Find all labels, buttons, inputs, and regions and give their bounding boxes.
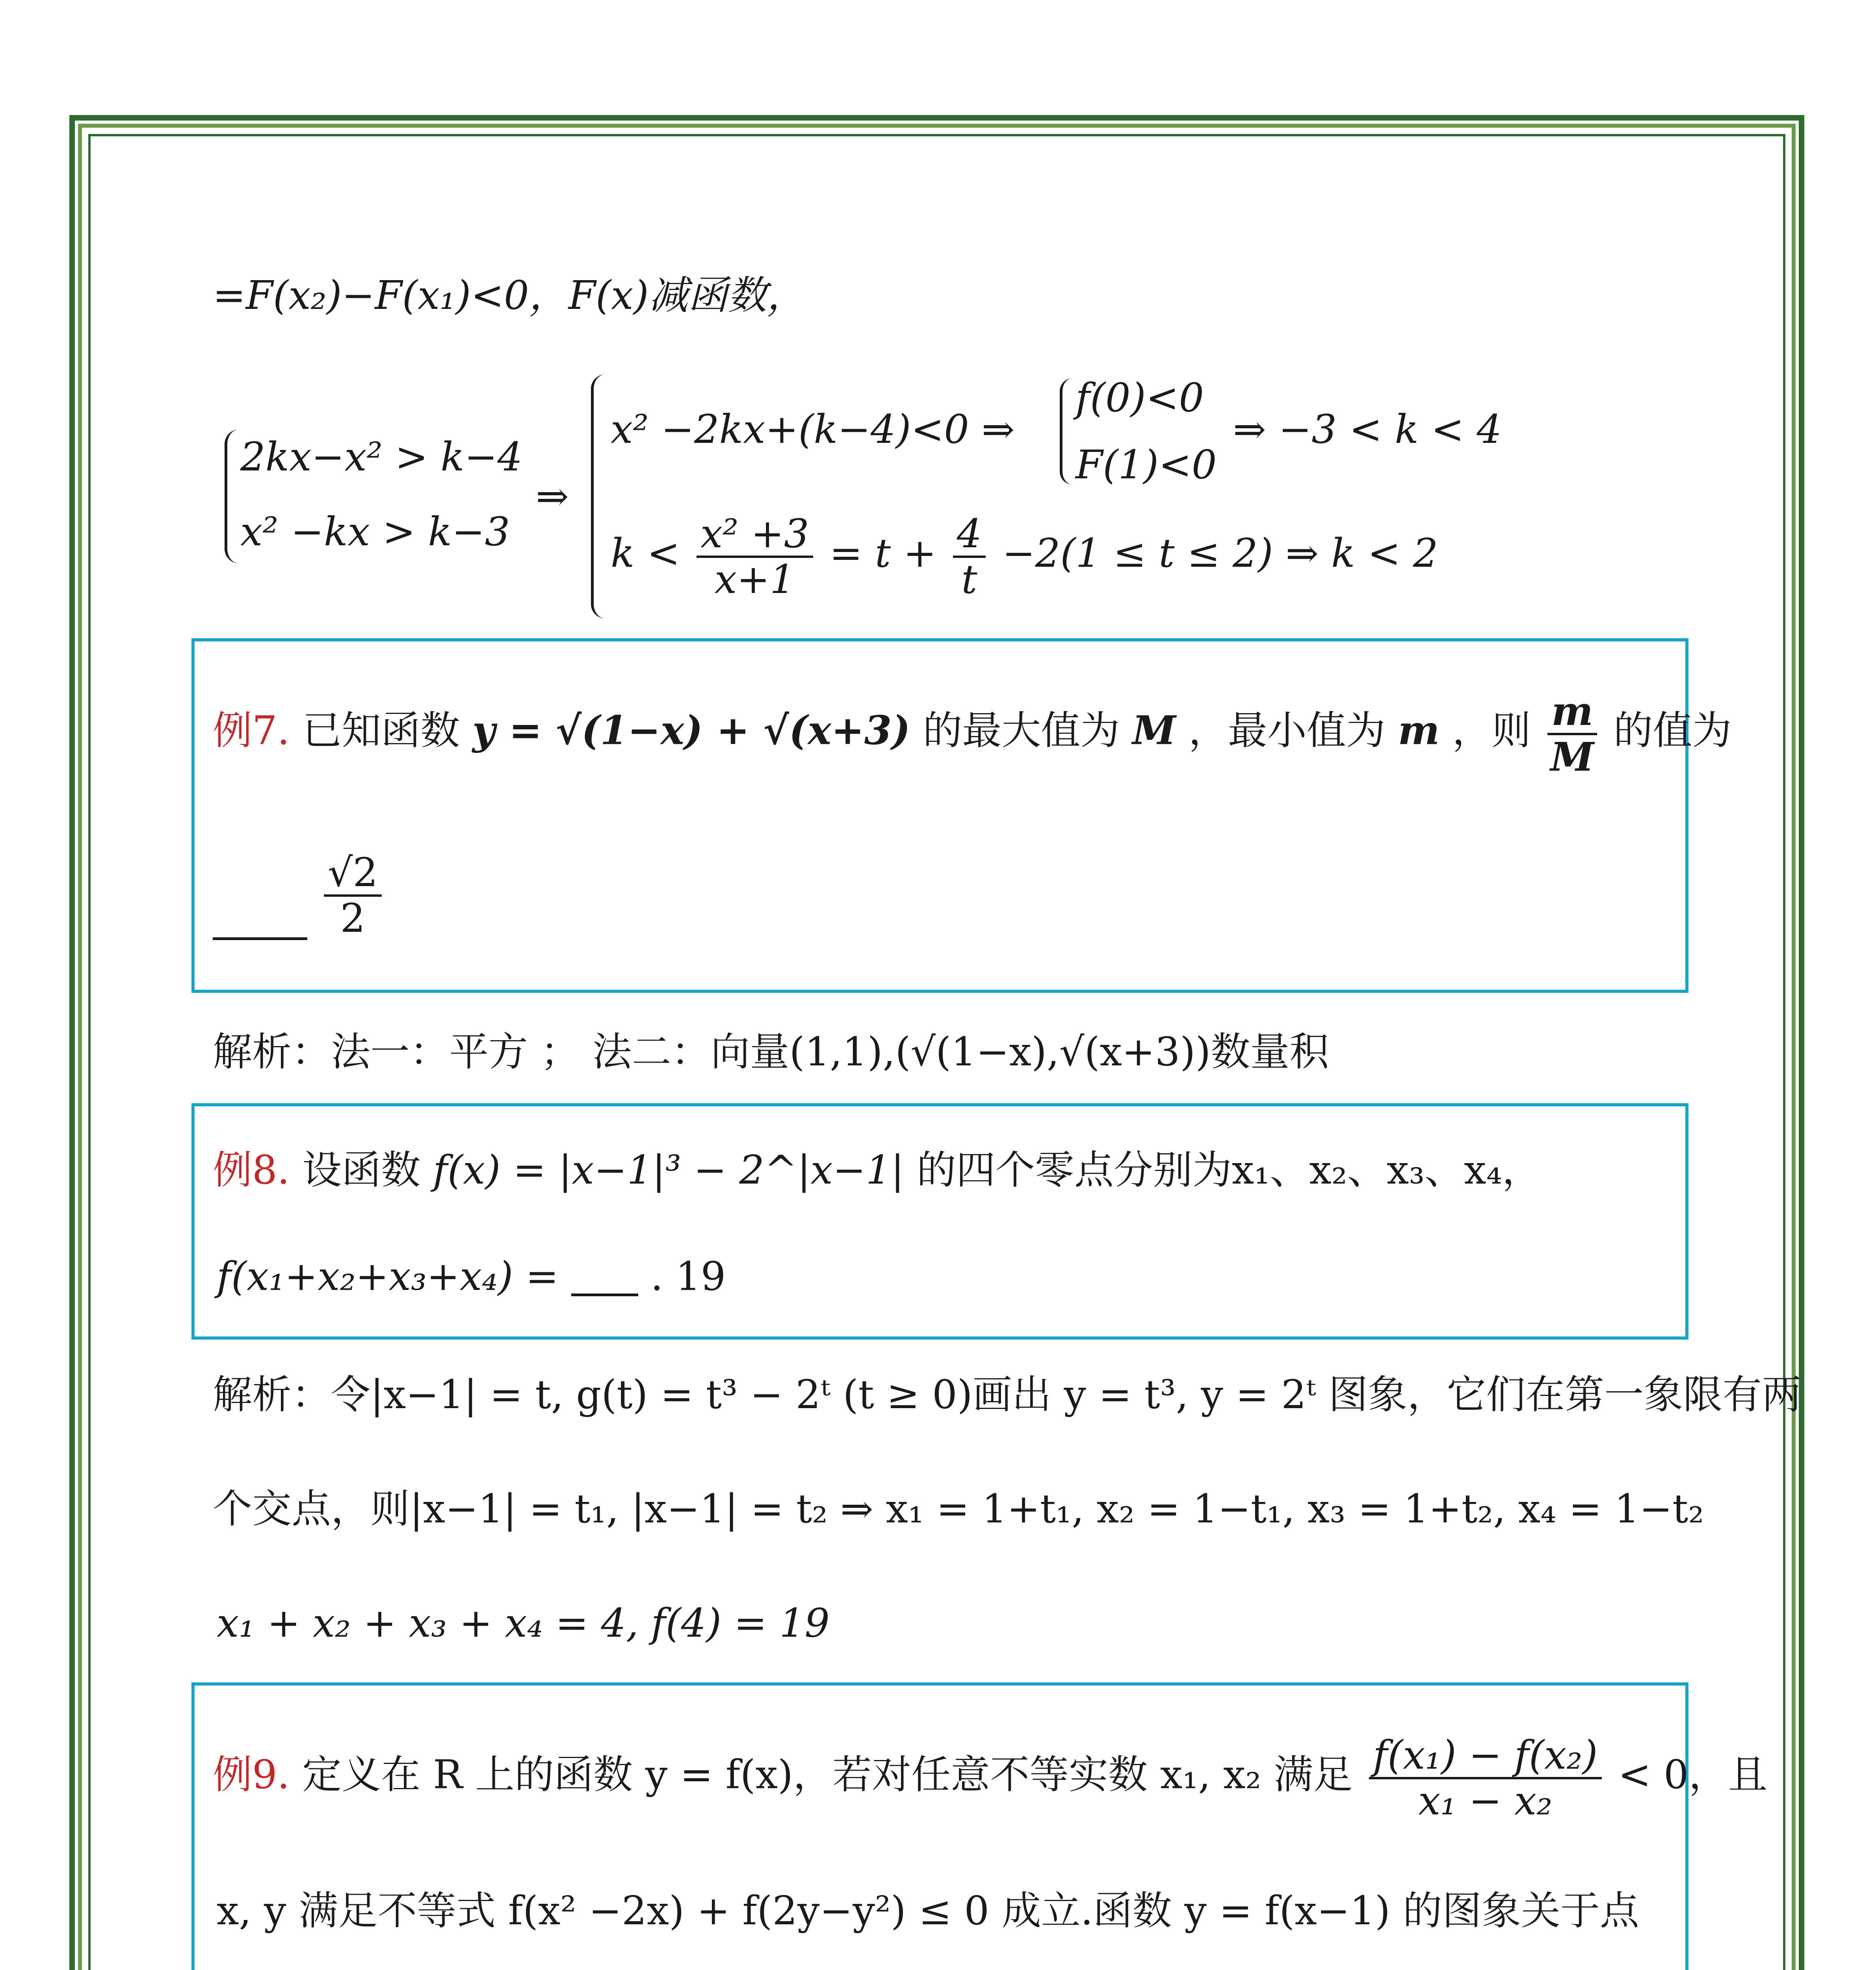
- fraction-num: √2: [324, 851, 382, 897]
- example-7-formula: y = √(1−x) + √(x+3): [472, 707, 910, 754]
- fraction-num: f(x₁) − f(x₂): [1369, 1734, 1601, 1779]
- inner-brace: [1060, 378, 1073, 485]
- fraction-den: t: [961, 556, 977, 602]
- answer-blank: [571, 1258, 638, 1296]
- example-9-condition-fraction: [1369, 1734, 1601, 1823]
- fraction-x2p3-over-xp1: [697, 512, 813, 601]
- solution-7: 解析：法一：平方 ； 法二：向量(1,1),(√(1−x),√(x+3))数量积: [213, 1029, 1329, 1075]
- sys-right-1: x² −2kx+(k−4)<0 ⇒: [611, 406, 1015, 452]
- fraction-den: 2: [340, 895, 366, 941]
- sys-result-1: ⇒ −3 < k < 4: [1233, 406, 1502, 452]
- sys-sub-2: F(1)<0: [1075, 442, 1217, 488]
- sys-left-2: x² −kx > k−3: [240, 509, 510, 555]
- sys-right-2: [611, 512, 1438, 601]
- example-9-text-a: 定义在 R 上的函数 y = f(x)，若对任意不等实数 x₁, x₂ 满足: [302, 1751, 1353, 1798]
- left-brace: [225, 429, 239, 563]
- sys-right-2-eq: = t +: [829, 530, 936, 576]
- proof-line-1: [213, 272, 806, 318]
- fraction-4-over-t: [953, 512, 986, 601]
- example-7-answer-line: [213, 851, 386, 940]
- solution-8-line-3: x₁ + x₂ + x₃ + x₄ = 4, f(4) = 19: [217, 1600, 830, 1646]
- example-8-text-b: 的四个零点分别为x₁、x₂、x₃、x₄，: [916, 1147, 1542, 1193]
- sys-right-2-lt: k <: [611, 530, 680, 576]
- sys-left-1: 2kx−x² > k−4: [240, 434, 523, 480]
- example-7-answer: [324, 851, 382, 940]
- example-8-box: [191, 1103, 1688, 1340]
- example-7-min-symbol: m: [1398, 707, 1440, 754]
- example-9-statement: [213, 1734, 1768, 1823]
- fraction-den: x+1: [714, 556, 795, 602]
- sys-right-2-tail: −2(1 ≤ t ≤ 2) ⇒ k < 2: [1002, 530, 1438, 576]
- example-7-text-d: ，则: [1452, 707, 1531, 754]
- implies-arrow: ⇒: [536, 473, 569, 519]
- example-7-ratio: [1547, 690, 1597, 779]
- fraction-den: M: [1550, 734, 1594, 780]
- proof-line-1-text: =F(x₂)−F(x₁)<0，F(x)减函数，: [213, 272, 806, 318]
- example-8-line-2: [217, 1253, 726, 1299]
- example-7-label: 例7.: [213, 707, 290, 754]
- right-brace: [591, 374, 606, 619]
- sys-sub-1: f(0)<0: [1075, 375, 1204, 421]
- example-9-label: 例9.: [213, 1751, 290, 1798]
- fraction-num: m: [1547, 690, 1597, 735]
- example-9-text-b: < 0，且: [1618, 1751, 1768, 1798]
- example-8-formula: f(x) = |x−1|³ − 2^|x−1|: [433, 1147, 905, 1193]
- example-8-answer: . 19: [650, 1253, 726, 1299]
- example-8-label: 例8.: [213, 1147, 290, 1193]
- solution-8-line-2: 个交点，则|x−1| = t₁, |x−1| = t₂ ⇒ x₁ = 1+t₁, x₂ = 1−t₁, x₃ = 1+t₂, x₄ = 1−t₂: [213, 1486, 1704, 1532]
- example-7-text-b: 的最大值为: [923, 707, 1120, 754]
- example-9-line-2: x, y 满足不等式 f(x² −2x) + f(2y−y²) ≤ 0 成立.函数 y = f(x−1) 的图象关于点: [217, 1888, 1639, 1934]
- example-8-expression: f(x₁+x₂+x₃+x₄) =: [217, 1253, 559, 1299]
- example-7-max-symbol: M: [1132, 707, 1176, 754]
- example-8-statement: [213, 1147, 1542, 1193]
- example-7-text-c: ，最小值为: [1188, 707, 1386, 754]
- fraction-den: x₁ − x₂: [1418, 1778, 1553, 1824]
- example-7-text-a: 已知函数: [302, 707, 460, 754]
- example-7-text-e: 的值为: [1613, 707, 1732, 754]
- fraction-num: 4: [953, 512, 986, 558]
- example-8-text-a: 设函数: [302, 1147, 421, 1193]
- example-7-statement: [213, 690, 1732, 779]
- solution-8-line-1: 解析：令|x−1| = t, g(t) = t³ − 2ᵗ (t ≥ 0)画出 y = t³, y = 2ᵗ 图象，它们在第一象限有两: [213, 1372, 1802, 1418]
- fraction-num: x² +3: [697, 512, 813, 558]
- answer-blank: [213, 898, 307, 940]
